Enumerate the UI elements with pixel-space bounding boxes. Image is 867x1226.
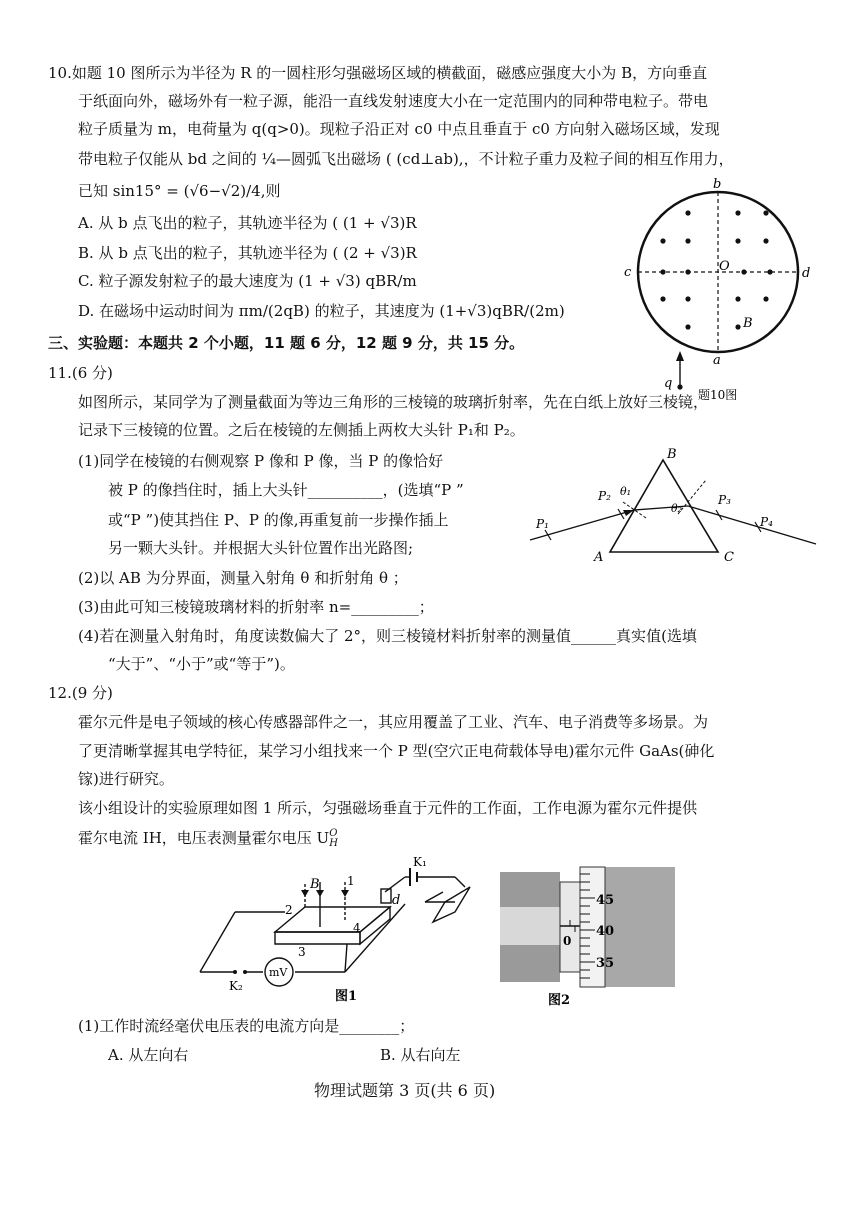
q10-line4: 带电粒子仅能从 bd 之间的 ¼—圆弧飞出磁场 ( (cd⊥ab),，不计粒子重力及粒子间的相互作用力， (78, 150, 734, 168)
q12-step1: (1)工作时流经毫伏电压表的电流方向是________； (78, 1017, 415, 1035)
micrometer-main-0: 0 (563, 934, 572, 948)
caption-fig10: 题10图 (698, 388, 738, 400)
q12-option-a: A. 从左向右 (108, 1046, 189, 1064)
micrometer-tick-40: 40 (596, 924, 615, 939)
label-prism-B: B (667, 447, 677, 462)
q11-heading: 11.(6 分) (48, 364, 113, 382)
figure-q12-micrometer (500, 862, 680, 1012)
hall-voltage-subscript: H (329, 838, 338, 849)
label-terminal-4: 4 (353, 921, 361, 935)
label-a: a (713, 353, 721, 368)
q12-para1: 霍尔元件是电子领域的核心传感器部件之一，其应用覆盖了工业、汽车、电子消费等多场景。为 (78, 713, 709, 731)
caption-fig2: 图2 (548, 993, 571, 1008)
hall-voltage-superscript: O (329, 828, 338, 839)
q12-para5-text: 霍尔电流 IH，电压表测量霍尔电压 U (78, 829, 330, 847)
label-B: B (743, 316, 753, 331)
section-3-heading: 三、实验题：本题共 2 个小题，11 题 6 分，12 题 9 分，共 15 分。 (48, 334, 525, 352)
q11-para1: 如图所示，某同学为了测量截面为等边三角形的三棱镜的玻璃折射率，先在白纸上放好三棱镜， (78, 393, 709, 411)
q12-para3: 镓)进行研究。 (78, 770, 174, 788)
label-theta1: θ₁ (620, 485, 632, 498)
q12-para5 (78, 827, 338, 849)
label-switch-K1: K₁ (413, 855, 427, 869)
q10-option-a: A. 从 b 点飞出的粒子，其轨迹半径为 ( (1 + √3)R (78, 214, 417, 232)
micrometer-tick-35: 35 (596, 956, 615, 971)
q11-step4b: “大于”、“小于”或“等于”)。 (108, 655, 295, 673)
q10-line3: 粒子质量为 m，电荷量为 q(q>0)。现粒子沿正对 c0 中点且垂直于 c0 方向射入磁场区域，发现 (78, 120, 720, 138)
label-P1: P₁ (536, 517, 549, 531)
label-terminal-1: 1 (347, 874, 355, 888)
q10-line5: 已知 sin15° = (√6−√2)/4,则 (78, 182, 281, 200)
figure-q11-prism (528, 440, 820, 568)
q10-option-b: B. 从 b 点飞出的粒子，其轨迹半径为 ( (2 + √3)R (78, 244, 417, 262)
label-d: d (802, 266, 811, 281)
label-prism-A: A (594, 550, 604, 565)
micrometer-tick-45: 45 (596, 893, 615, 908)
label-O: O (719, 259, 730, 274)
label-P2: P₂ (598, 489, 611, 503)
q12-para4: 该小组设计的实验原理如图 1 所示，匀强磁场垂直于元件的工作面，工作电源为霍尔元件提供 (78, 799, 698, 817)
label-millivoltmeter: mV (269, 966, 288, 979)
label-thickness-d: d (392, 893, 401, 908)
q12-option-b: B. 从右向左 (380, 1046, 461, 1064)
figure-q12-hall-circuit (195, 852, 475, 1007)
label-c: c (624, 265, 632, 280)
figure-q10-magnetic-field (620, 175, 820, 400)
q11-step1d: 另一颗大头针。并根据大头针位置作出光路图; (108, 539, 414, 557)
label-theta2: θ₂ (671, 502, 683, 515)
label-P4: P₄ (760, 515, 773, 529)
label-terminal-3: 3 (298, 945, 306, 959)
label-field-B: B (310, 877, 320, 892)
page-footer: 物理试题第 3 页(共 6 页) (314, 1081, 496, 1100)
q10-line1: 10.如题 10 图所示为半径为 R 的一圆柱形匀强磁场区域的横截面，磁感应强度大小为 B，方向垂直 (48, 64, 708, 82)
label-terminal-2: 2 (285, 903, 293, 917)
q11-step1c: 或“P ”)使其挡住 P、P 的像,再重复前一步操作插上 (108, 511, 449, 529)
q11-step2: (2)以 AB 为分界面，测量入射角 θ 和折射角 θ ； (78, 569, 408, 587)
label-prism-C: C (724, 550, 734, 565)
q10-option-d: D. 在磁场中运动时间为 πm/(2qB) 的粒子，其速度为 (1+√3)qBR/(2m) (78, 302, 565, 320)
q12-heading: 12.(9 分) (48, 684, 113, 702)
label-q: q (664, 376, 673, 391)
label-b: b (713, 177, 722, 192)
q11-step1b: 被 P 的像挡住时，插上大头针__________，(选填“P ” (108, 481, 464, 499)
q11-step4a: (4)若在测量入射角时，角度读数偏大了 2°，则三棱镜材料折射率的测量值______真实值(选填 (78, 627, 697, 645)
label-P3: P₃ (718, 493, 731, 507)
q10-line2: 于纸面向外，磁场外有一粒子源，能沿一直线发射速度大小在一定范围内的同种带电粒子。带电 (78, 92, 709, 110)
label-switch-K2: K₂ (229, 979, 243, 993)
caption-fig1: 图1 (335, 989, 358, 1004)
q10-option-c: C. 粒子源发射粒子的最大速度为 (1 + √3) qBR/m (78, 272, 417, 290)
q11-para2: 记录下三棱镜的位置。之后在棱镜的左侧插上两枚大头针 P₁和 P₂。 (78, 421, 525, 439)
q12-para2: 了更清晰掌握其电学特征，某学习小组找来一个 P 型(空穴正电荷载体导电)霍尔元件 GaAs(砷化 (78, 742, 715, 760)
q11-step3: (3)由此可知三棱镜玻璃材料的折射率 n=_________； (78, 598, 434, 616)
q11-step1a: (1)同学在棱镜的右侧观察 P 像和 P 像，当 P 的像恰好 (78, 452, 444, 470)
